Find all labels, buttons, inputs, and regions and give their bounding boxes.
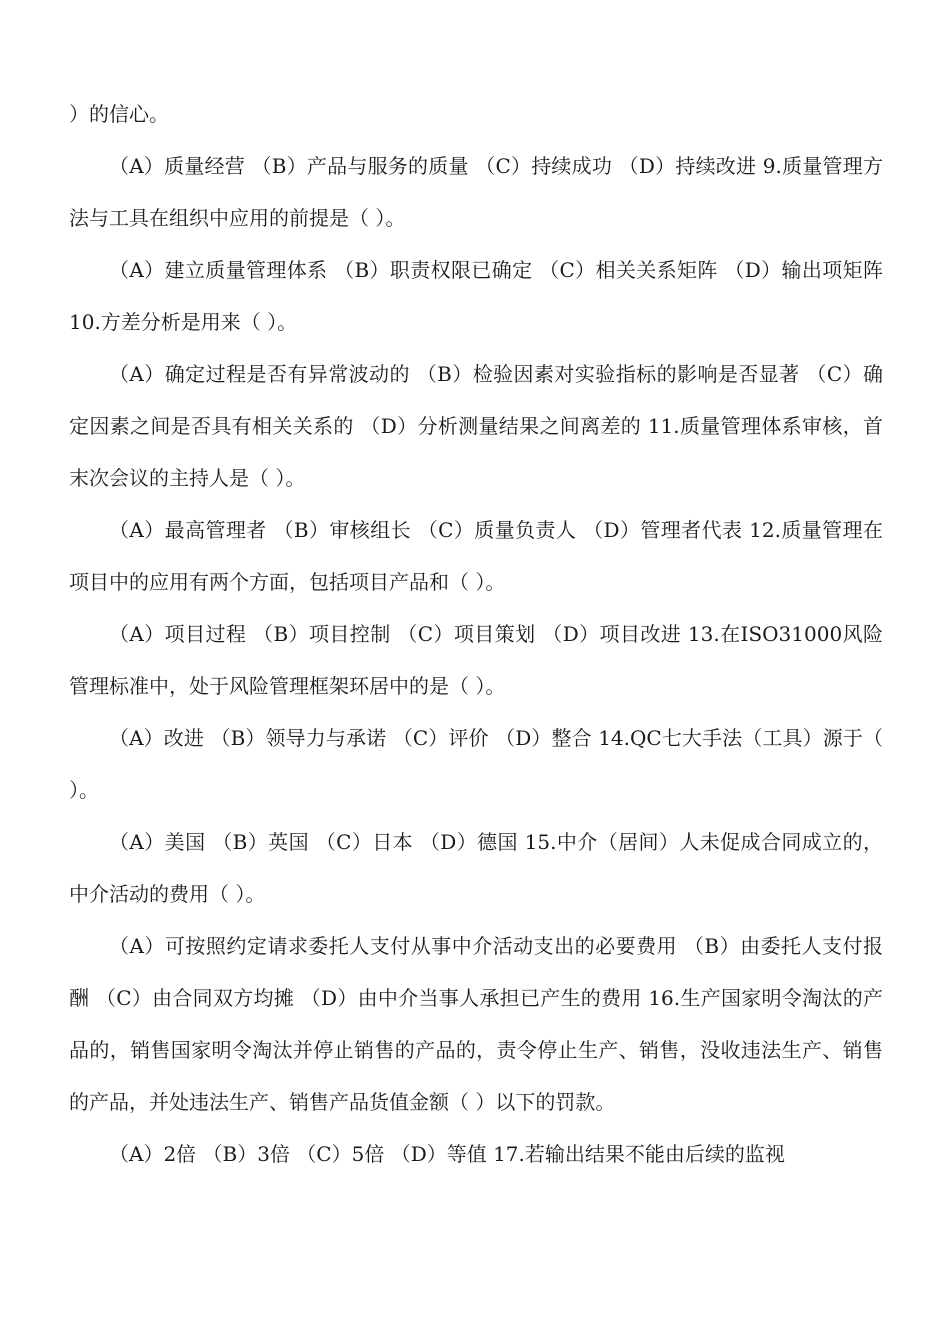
paragraph-q12-options-q13: （A）项目过程 （B）项目控制 （C）项目策划 （D）项目改进 13.在ISO31000风险管理标准中，处于风险管理框架环居中的是（ ）。 <box>69 622 883 698</box>
paragraph-q10-options-q11: （A）确定过程是否有异常波动的 （B）检验因素对实验指标的影响是否显著 （C）确定因素之间是否具有相关关系的 （D）分析测量结果之间离差的 11.质量管理体系审核，首末次会议的主持人是（ ）。 <box>69 362 883 490</box>
paragraph-q13-options-q14: （A）改进 （B）领导力与承诺 （C）评价 （D）整合 14.QC七大手法（工具）源于（ ）。 <box>69 726 883 802</box>
paragraph-q8-options-q9: （A）质量经营 （B）产品与服务的质量 （C）持续成功 （D）持续改进 9.质量管理方法与工具在组织中应用的前提是（ ）。 <box>69 154 883 230</box>
document-body <box>69 88 883 1180</box>
paragraph-q15-options-q16: （A）可按照约定请求委托人支付从事中介活动支出的必要费用 （B）由委托人支付报酬 （C）由合同双方均摊 （D）由中介当事人承担已产生的费用 16.生产国家明令淘汰的产品的，销售国家明令淘汰并停止销售的产品的，责令停止生产、销售，没收违法生产、销售的产品，并处违法生产、销售产品货值金额（ ）以下的罚款。 <box>69 934 883 1114</box>
paragraph-continuation: ）的信心。 <box>69 102 169 126</box>
paragraph-q9-options-q10: （A）建立质量管理体系 （B）职责权限已确定 （C）相关关系矩阵 （D）输出项矩阵 10.方差分析是用来（ ）。 <box>69 258 883 334</box>
paragraph-q14-options-q15: （A）美国 （B）英国 （C）日本 （D）德国 15.中介（居间）人未促成合同成立的，中介活动的费用（ ）。 <box>69 830 883 906</box>
paragraph-q11-options-q12: （A）最高管理者 （B）审核组长 （C）质量负责人 （D）管理者代表 12.质量管理在项目中的应用有两个方面，包括项目产品和（ ）。 <box>69 518 883 594</box>
paragraph-q16-options-q17: （A）2倍 （B）3倍 （C）5倍 （D）等值 17.若输出结果不能由后续的监视 <box>109 1142 785 1166</box>
